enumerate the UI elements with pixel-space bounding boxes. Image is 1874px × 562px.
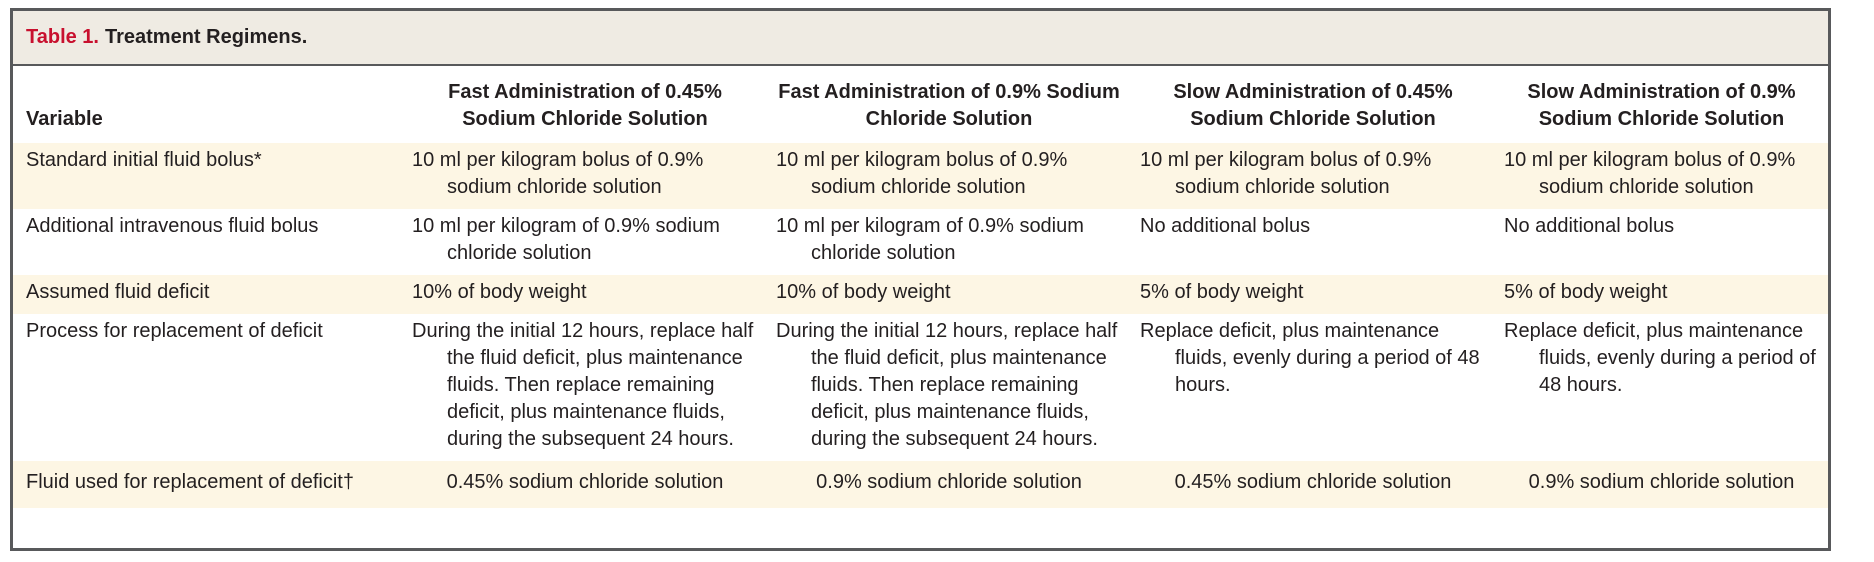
- table-cell: 0.45% sodium chloride solution: [403, 461, 767, 508]
- row-label: Assumed fluid deficit: [13, 275, 403, 314]
- table-cell: 0.9% sodium chloride solution: [767, 461, 1131, 508]
- row-label: Additional intravenous fluid bolus: [26, 215, 319, 237]
- table-cell: 0.45% sodium chloride solution: [1131, 461, 1495, 508]
- table-cell: Replace deficit, plus maintenance fluids, evenly during a period of 48 hours.: [1140, 320, 1480, 396]
- table-row: [13, 314, 1828, 461]
- table-cell: During the initial 12 hours, replace half the fluid deficit, plus maintenance fluids. Then replace remaining deficit, plus maintenance fluids, during the subsequent 24 hours.: [412, 320, 754, 450]
- table-cell: 0.9% sodium chloride solution: [1495, 461, 1828, 508]
- table-cell: Replace deficit, plus maintenance fluids, evenly during a period of 48 hours.: [1504, 320, 1816, 396]
- column-header-fast-045: Fast Administration of 0.45% Sodium Chloride Solution: [448, 81, 722, 130]
- table-cell: 10 ml per kilogram bolus of 0.9% sodium chloride solution: [403, 143, 767, 209]
- table-cell: 5% of body weight: [1495, 275, 1828, 314]
- table-cell: During the initial 12 hours, replace half the fluid deficit, plus maintenance fluids. Then replace remaining deficit, plus maintenance fluids, during the subsequent 24 hours.: [776, 320, 1118, 450]
- table-cell: 10 ml per kilogram bolus of 0.9% sodium chloride solution: [767, 143, 1131, 209]
- table-cell: 10% of body weight: [767, 275, 1131, 314]
- table-cell: No additional bolus: [1140, 215, 1311, 237]
- column-header-variable: Variable: [26, 108, 103, 130]
- table-label: Table 1.: [26, 26, 99, 48]
- column-header-slow-045: Slow Administration of 0.45% Sodium Chloride Solution: [1173, 81, 1453, 130]
- header-row: [13, 66, 1828, 143]
- table-title-bar: [13, 11, 1828, 66]
- table-cell: No additional bolus: [1504, 215, 1675, 237]
- table-row: [13, 461, 1828, 508]
- table-cell: 10 ml per kilogram bolus of 0.9% sodium chloride solution: [1131, 143, 1495, 209]
- treatment-regimens-table: [13, 66, 1828, 508]
- table-frame: [10, 8, 1831, 551]
- table-cell: 5% of body weight: [1131, 275, 1495, 314]
- row-label: Standard initial fluid bolus*: [13, 143, 403, 209]
- table-row: [13, 209, 1828, 275]
- table-row: [13, 143, 1828, 209]
- table-row: [13, 275, 1828, 314]
- table-cell: 10 ml per kilogram of 0.9% sodium chloride solution: [776, 215, 1084, 264]
- column-header-slow-09: Slow Administration of 0.9% Sodium Chloride Solution: [1527, 81, 1796, 130]
- table-cell: 10% of body weight: [403, 275, 767, 314]
- column-header-fast-09: Fast Administration of 0.9% Sodium Chloride Solution: [778, 81, 1120, 130]
- table-cell: 10 ml per kilogram bolus of 0.9% sodium chloride solution: [1495, 143, 1828, 209]
- row-label: Fluid used for replacement of deficit†: [13, 461, 403, 508]
- row-label: Process for replacement of deficit: [26, 320, 323, 342]
- table-title: Treatment Regimens.: [105, 26, 308, 48]
- table-cell: 10 ml per kilogram of 0.9% sodium chloride solution: [412, 215, 720, 264]
